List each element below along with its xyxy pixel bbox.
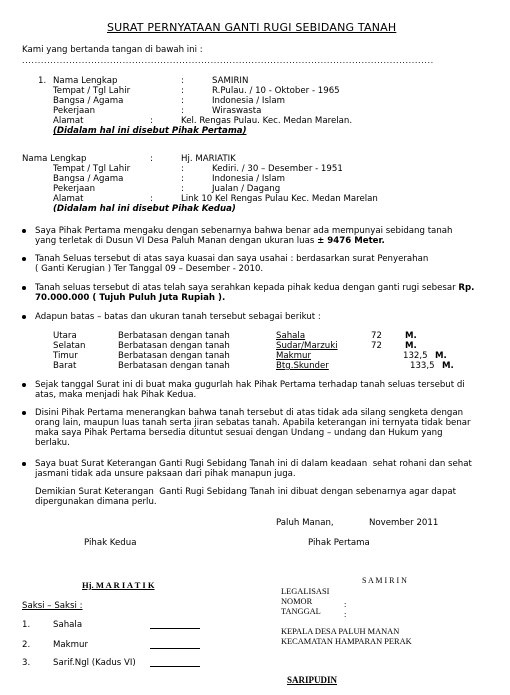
border-unit: M. (442, 361, 454, 371)
party-two-heading: Pihak Kedua (84, 538, 137, 548)
village-head-district: KECAMATAN HAMPARAN PERAK (281, 637, 412, 646)
paragraph-health-line1: Saya buat Surat Keterangan Ganti Rugi Sebidang Tanah ini di dalam keadaan sehat rohani dan sehat (35, 459, 472, 469)
witness-number: 1. (22, 620, 31, 630)
party-two-value-name: Hj. MARIATIK (181, 154, 236, 164)
bullet (22, 257, 26, 261)
border-unit: M. (405, 331, 417, 341)
witness-signature-line (150, 628, 200, 629)
party-one-number: 1. (38, 76, 47, 86)
party-one-heading: Pihak Pertama (308, 538, 370, 548)
witness-signature-line (150, 666, 200, 667)
witness-name: Makmur (53, 640, 89, 650)
border-size: 132,5 (403, 351, 428, 361)
border-neighbor: Btg.Skunder (276, 361, 329, 371)
compensation-amount: 70.000.000 ( Tujuh Puluh Juta Rupiah ). (35, 293, 226, 303)
paragraph-ownership-line1: Saya Pihak Pertama mengaku dengan sebenarnya bahwa benar ada mempunyai sebidang tanah (35, 226, 453, 236)
dotted-line: ................................................................................................................................... (22, 56, 434, 65)
party-two-label-name: Nama Lengkap (22, 154, 87, 164)
party-one-value-birth: R.Pulau. / 10 - Oktober - 1965 (212, 86, 340, 96)
bullet (22, 286, 26, 290)
paragraph-health-line2: jasmani tidak ada unsure paksaan dari pihak manapun juga. (35, 469, 296, 479)
legal-colon: : (344, 610, 347, 619)
witness-number: 2. (22, 640, 31, 650)
border-neighbor: Sahala (276, 331, 306, 341)
party-two-colon: : (150, 154, 153, 164)
bullet (22, 383, 26, 387)
party-two-label-address: Alamat (53, 194, 84, 204)
party-two-value-nation: Indonesia / Islam (212, 174, 285, 184)
party-two-value-address: Link 10 Kel Rengas Pulau Kec. Medan Marelan (181, 194, 378, 204)
party-one-label-birth: Tempat / Tgl Lahir (53, 86, 131, 96)
paragraph-borders-intro: Adapun batas – batas dan ukuran tanah tersebut sebagai berikut : (35, 312, 321, 322)
border-direction: Barat (53, 361, 77, 371)
paragraph-transfer-line2: atas, maka menjadi hak Pihak Kedua. (35, 390, 197, 400)
border-description: Berbatasan dengan tanah (118, 341, 230, 351)
border-size: 133,5 (410, 361, 435, 371)
village-head-title: KEPALA DESA PALUH MANAN (281, 627, 400, 636)
legal-tanggal: TANGGAL (281, 607, 321, 616)
signature-name-party-one: S A M I R I N (362, 576, 407, 585)
party-one-colon: : (150, 116, 153, 126)
party-two-label-nation: Bangsa / Agama (53, 174, 124, 184)
border-unit: M. (435, 351, 447, 361)
witness-heading: Saksi – Saksi : (22, 601, 83, 611)
party-two-label-job: Pekerjaan (53, 184, 96, 194)
party-two-colon: : (181, 174, 184, 184)
paragraph-compensation-line1 (35, 283, 474, 293)
village-head-name: SARIPUDIN (287, 675, 338, 685)
border-size: 72 (371, 341, 382, 351)
party-two-colon: : (150, 194, 153, 204)
legal-title: LEGALISASI (281, 587, 330, 596)
paragraph-compensation-text: Tanah seluas tersebut di atas telah saya serahkan kepada pihak kedua dengan ganti rugi sebesar (35, 283, 459, 293)
paragraph-dispute-line2: orang lain, maupun luas tanah serta jiran sebatas tanah. Apabila keterangan ini ternyata tidak benar (35, 418, 471, 428)
party-one-colon: : (181, 106, 184, 116)
party-one-label-nation: Bangsa / Agama (53, 96, 124, 106)
paragraph-ownership-line2 (35, 236, 385, 246)
closing-line2: dipergunakan dimana perlu. (35, 497, 157, 507)
legal-nomor: NOMOR (281, 597, 313, 606)
witness-name: Sarif.Ngl (Kadus VI) (53, 658, 136, 668)
bullet (22, 229, 26, 233)
border-neighbor: Sudar/Marzuki (276, 341, 338, 351)
party-one-value-nation: Indonesia / Islam (212, 96, 285, 106)
bullet (22, 462, 26, 466)
party-two-colon: : (181, 184, 184, 194)
witness-name: Sahala (53, 620, 83, 630)
paragraph-dispute-line1: Disini Pihak Pertama menerangkan bahwa tanah tersebut di atas tidak ada silang sengketa dengan (35, 408, 464, 418)
party-one-colon: : (181, 76, 184, 86)
witness-signature-line (150, 648, 200, 649)
party-one-colon: : (181, 86, 184, 96)
party-one-label-job: Pekerjaan (53, 106, 96, 116)
party-one-label-name: Nama Lengkap (53, 76, 118, 86)
border-direction: Utara (53, 331, 77, 341)
bullet (22, 411, 26, 415)
party-two-colon: : (181, 164, 184, 174)
paragraph-transfer-line1: Sejak tanggal Surat ini di buat maka gugurlah hak Pihak Pertama terhadap tanah seluas tersebut di (35, 380, 465, 390)
bullet (22, 315, 26, 319)
border-size: 72 (371, 331, 382, 341)
place: Paluh Manan, (276, 518, 334, 528)
party-two-value-job: Jualan / Dagang (212, 184, 281, 194)
border-unit: M. (405, 341, 417, 351)
paragraph-possession-line1: Tanah Seluas tersebut di atas saya kuasai dan saya usahai : berdasarkan surat Penyerahan (35, 254, 429, 264)
land-area: ± 9476 Meter. (317, 236, 385, 246)
party-one-note: (Didalam hal ini disebut Pihak Pertama) (53, 126, 247, 136)
border-direction: Timur (53, 351, 78, 361)
border-description: Berbatasan dengan tanah (118, 331, 230, 341)
paragraph-ownership-text: yang terletak di Dusun VI Desa Paluh Manan dengan ukuran luas (35, 236, 318, 246)
party-one-value-job: Wiraswasta (212, 106, 262, 116)
signature-name-party-two: Hj. M A R I A T I K (82, 580, 155, 590)
currency-prefix: Rp. (458, 283, 475, 293)
party-one-label-address: Alamat (53, 116, 84, 126)
paragraph-dispute-line4: berlaku. (35, 438, 70, 448)
party-two-note: (Didalam hal ini disebut Pihak Kedua) (53, 204, 236, 214)
date: November 2011 (369, 518, 439, 528)
border-neighbor: Makmur (276, 351, 312, 361)
border-description: Berbatasan dengan tanah (118, 351, 230, 361)
party-one-value-name: SAMIRIN (212, 76, 249, 86)
paragraph-possession-line2: ( Ganti Kerugian ) Ter Tanggal 09 – Desember - 2010. (35, 264, 264, 274)
legal-colon: : (344, 600, 347, 609)
closing-line1: Demikian Surat Keterangan Ganti Rugi Sebidang Tanah ini dibuat dengan sebenarnya agar dapat (35, 487, 457, 497)
border-description: Berbatasan dengan tanah (118, 361, 230, 371)
party-two-value-birth: Kediri. / 30 – Desember - 1951 (212, 164, 343, 174)
party-one-colon: : (181, 96, 184, 106)
party-two-label-birth: Tempat / Tgl Lahir (53, 164, 131, 174)
document-title: SURAT PERNYATAAN GANTI RUGI SEBIDANG TANAH (107, 21, 397, 34)
party-one-value-address: Kel. Rengas Pulau. Kec. Medan Marelan. (181, 116, 353, 126)
border-direction: Selatan (53, 341, 86, 351)
paragraph-dispute-line3: maka saya Pihak Pertama bersedia dituntut sesuai dengan Undang – undang dan Hukum yang (35, 428, 443, 438)
witness-number: 3. (22, 658, 31, 668)
intro-text: Kami yang bertanda tangan di bawah ini : (22, 45, 203, 55)
